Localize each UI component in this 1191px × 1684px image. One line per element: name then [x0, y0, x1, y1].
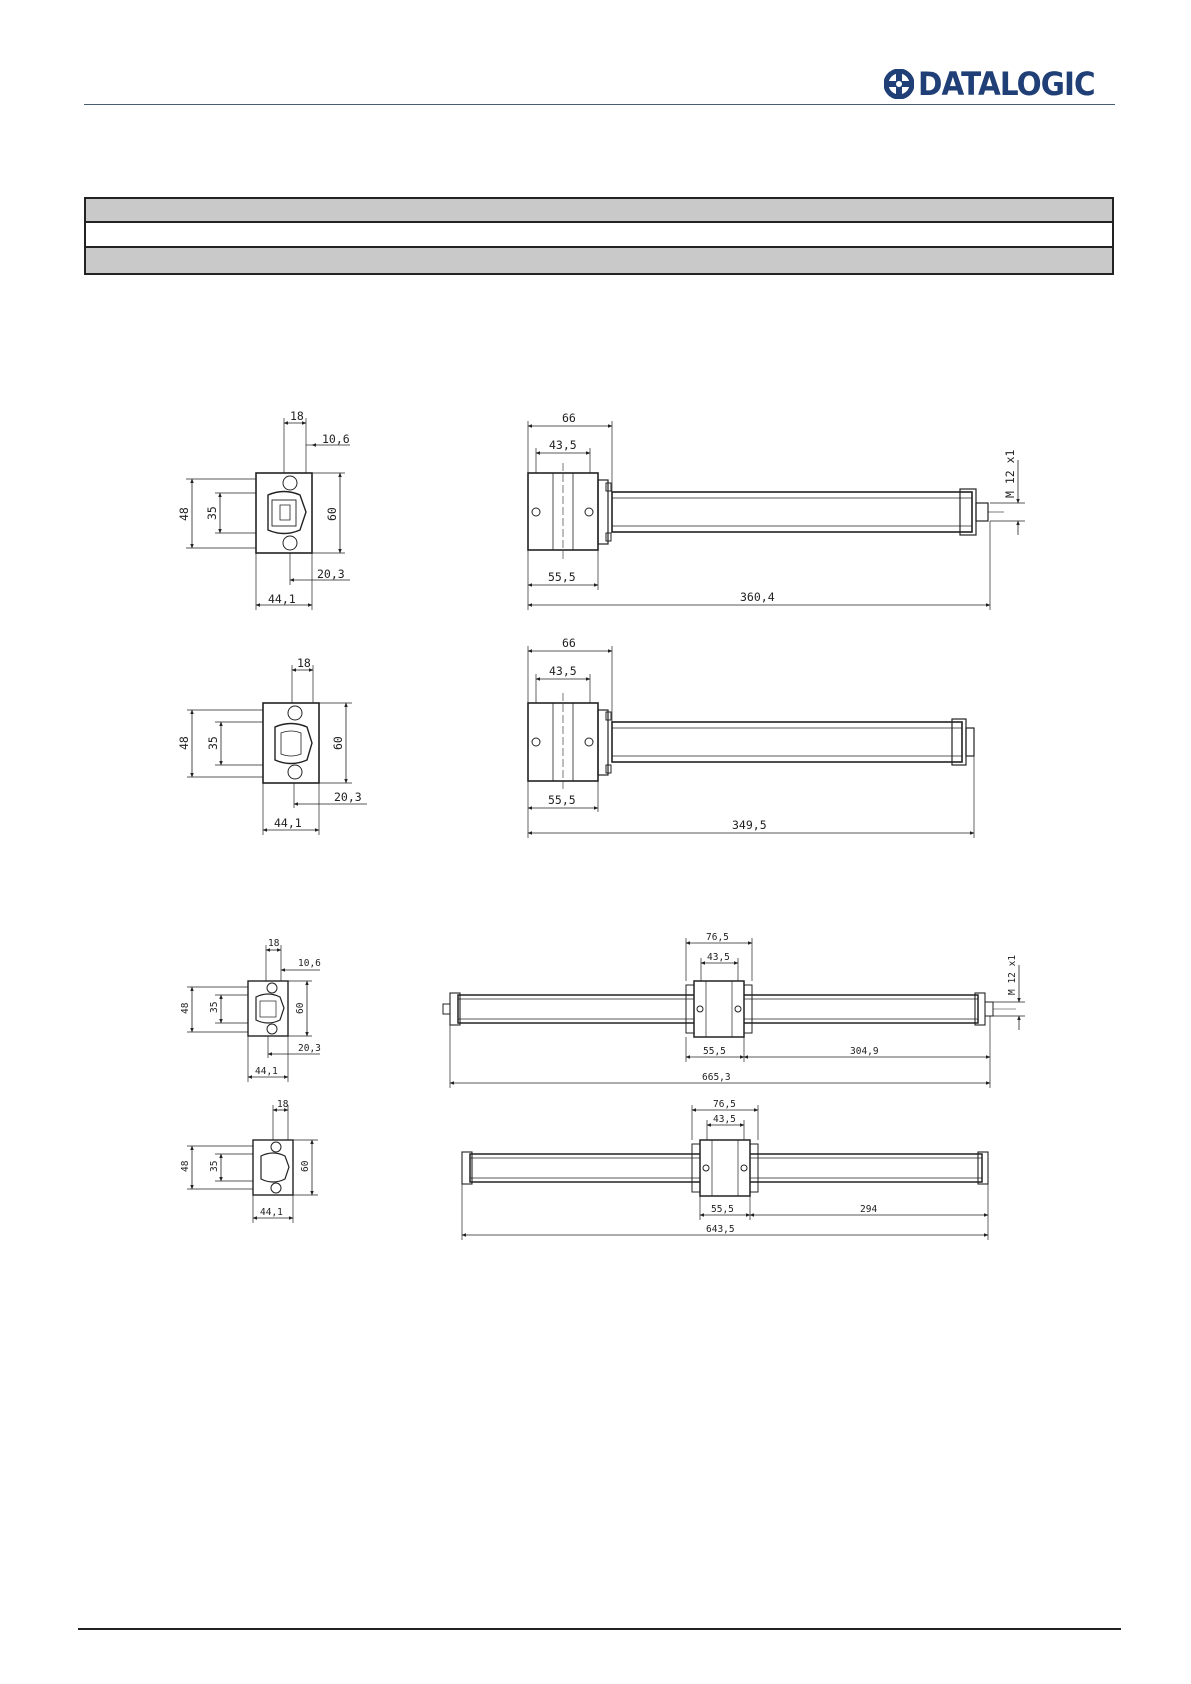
- dim-label: 18: [297, 656, 311, 670]
- dim-label: 360,4: [740, 590, 775, 604]
- dim-label: 20,3: [317, 567, 345, 581]
- dim-label: 43,5: [707, 952, 730, 963]
- dim-label: 35: [209, 1001, 220, 1013]
- end-view-4: [187, 1105, 318, 1223]
- side-view-2: [528, 646, 974, 838]
- footer-divider: [78, 1628, 1121, 1630]
- dim-label: 43,5: [713, 1114, 736, 1125]
- dim-label: 44,1: [268, 592, 296, 606]
- dim-label: 10,6: [298, 958, 321, 969]
- dim-label: 20,3: [334, 790, 362, 804]
- dim-label: 55,5: [548, 793, 576, 807]
- dim-label: 60: [325, 507, 339, 521]
- dim-label: M 12 x1: [1003, 449, 1017, 498]
- side-view-4: [462, 1105, 988, 1240]
- dim-label: 18: [290, 409, 304, 423]
- dim-label: 294: [860, 1204, 878, 1215]
- dim-label: M 12 x1: [1007, 954, 1018, 995]
- brand-name: DATALOGIC: [918, 65, 1095, 103]
- dim-label: 48: [180, 1002, 191, 1014]
- dim-label: 43,5: [549, 438, 577, 452]
- side-view-3: [443, 938, 1025, 1088]
- dim-label: 35: [209, 1160, 220, 1172]
- dim-label: 55,5: [703, 1046, 726, 1057]
- dim-label: 44,1: [260, 1207, 283, 1218]
- dim-label: 304,9: [850, 1046, 879, 1057]
- dim-label: 76,5: [713, 1099, 736, 1110]
- dim-label: 76,5: [706, 932, 729, 943]
- dim-label: 643,5: [706, 1224, 735, 1235]
- dim-label: 55,5: [711, 1204, 734, 1215]
- dim-label: 18: [268, 938, 280, 949]
- dim-label: 48: [177, 736, 191, 750]
- dim-label: 35: [205, 506, 219, 520]
- dim-label: 10,6: [322, 432, 350, 446]
- dim-label: 66: [562, 411, 576, 425]
- dim-label: 18: [277, 1099, 289, 1110]
- dim-label: 349,5: [732, 818, 767, 832]
- dim-label: 55,5: [548, 570, 576, 584]
- dim-label: 43,5: [549, 664, 577, 678]
- dim-label: 20,3: [298, 1043, 321, 1054]
- dim-label: 665,3: [702, 1072, 731, 1083]
- dim-label: 44,1: [255, 1066, 278, 1077]
- dim-label: 35: [206, 736, 220, 750]
- dim-label: 48: [180, 1160, 191, 1172]
- dim-label: 44,1: [274, 816, 302, 830]
- dim-label: 66: [562, 636, 576, 650]
- dim-label: 48: [177, 507, 191, 521]
- dim-label: 60: [331, 736, 345, 750]
- dim-label: 60: [295, 1002, 306, 1014]
- dim-label: 60: [300, 1160, 311, 1172]
- side-view-1: [528, 421, 1025, 610]
